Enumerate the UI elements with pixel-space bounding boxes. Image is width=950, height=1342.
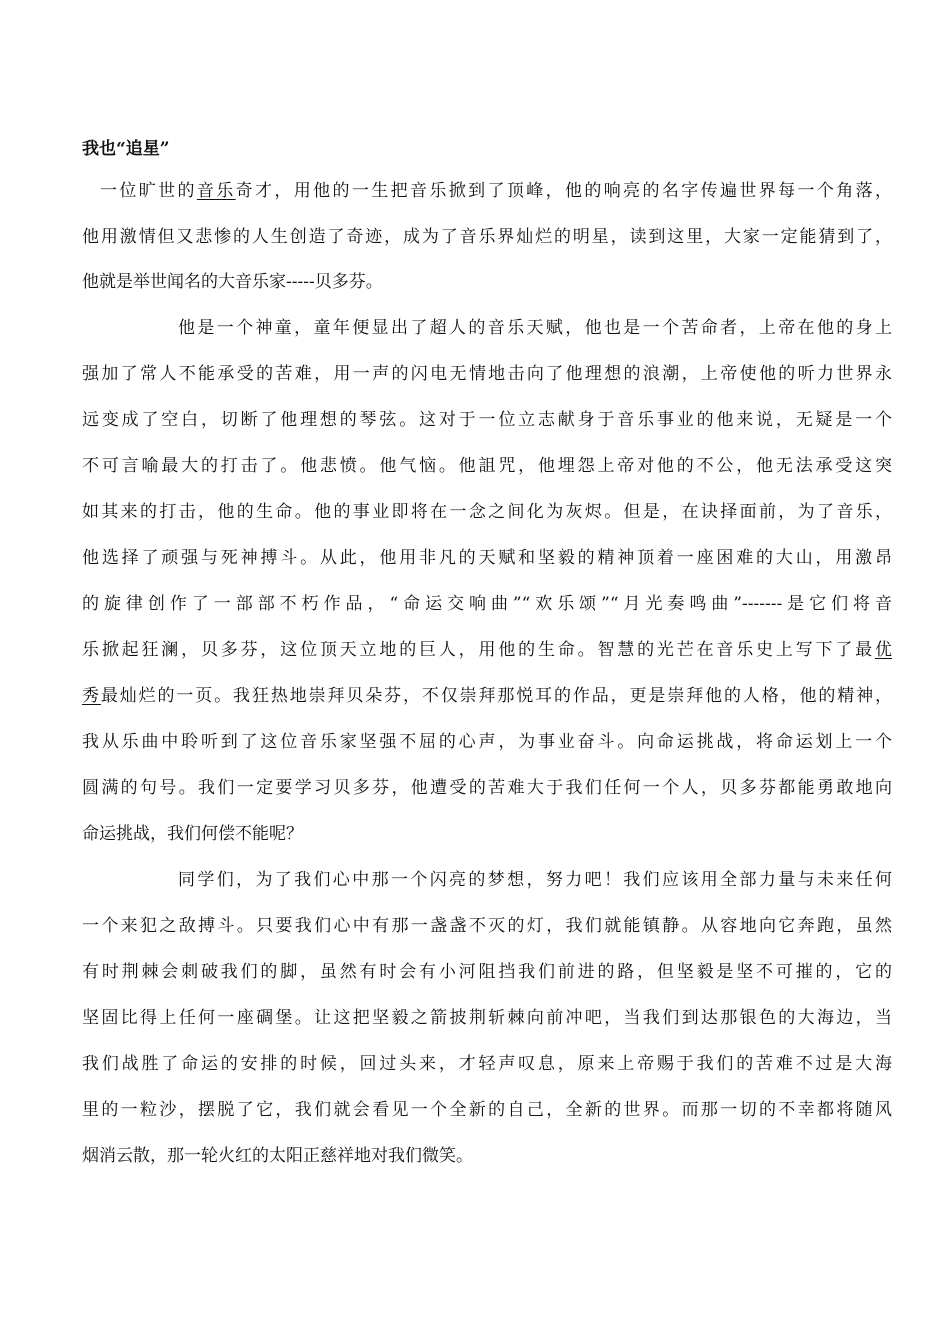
paragraph-3-line-5: 我们战胜了命运的安排的时候，回过头来，才轻声叹息，原来上帝赐于我们的苦难不过是大海 xyxy=(82,1054,892,1074)
paragraph-1-line-2: 他用激情但又悲惨的人生创造了奇迹，成为了音乐界灿烂的明星，读到这里，大家一定能猜到了， xyxy=(82,227,892,247)
document-title: 我也“追星” xyxy=(82,139,170,159)
paragraph-2-line-1: 他是一个神童，童年便显出了超人的音乐天赋，他也是一个苦命者，上帝在他的身上 xyxy=(178,318,892,338)
paragraph-3-line-6: 里的一粒沙，摆脱了它，我们就会看见一个全新的自己，全新的世界。而那一切的不幸都将随风 xyxy=(82,1100,892,1120)
text-run: 一位旷世的 xyxy=(100,181,197,201)
text-run: 乐掀起狂澜，贝多芬，这位顶天立地的巨人，用他的生命。智慧的光芒在音乐史上写下了最 xyxy=(82,640,875,660)
paragraph-3-line-3: 有时荆棘会刺破我们的脚，虽然有时会有小河阻挡我们前进的路，但坚毅是坚不可摧的，它的 xyxy=(82,962,892,982)
paragraph-2-line-7: 的旋律创作了一部部不朽作品，“命运交响曲”“欢乐颂”“月光奏鸣曲”-------是它们将音 xyxy=(82,594,892,614)
paragraph-3-line-7: 烟消云散，那一轮火红的太阳正慈祥地对我们微笑。 xyxy=(82,1146,473,1166)
paragraph-2-line-2: 强加了常人不能承受的苦难，用一声的闪电无情地击向了他理想的浪潮，上帝使他的听力世界永 xyxy=(82,364,892,384)
paragraph-2-line-5: 如其来的打击，他的生命。他的事业即将在一念之间化为灰烬。但是，在诀择面前，为了音乐， xyxy=(82,502,892,522)
paragraph-2-line-9 xyxy=(82,681,892,706)
underlined-word: 优 xyxy=(875,640,892,660)
paragraph-3-line-4: 坚固比得上任何一座碉堡。让这把坚毅之箭披荆斩棘向前冲吧，当我们到达那银色的大海边，当 xyxy=(82,1008,892,1028)
paragraph-3-line-2: 一个来犯之敌搏斗。只要我们心中有那一盏盏不灭的灯，我们就能镇静。从容地向它奔跑，虽然 xyxy=(82,916,892,936)
paragraph-2-line-10: 我从乐曲中聆听到了这位音乐家坚强不屈的心声，为事业奋斗。向命运挑战，将命运划上一个 xyxy=(82,732,892,752)
underlined-word: 音乐 xyxy=(196,181,236,201)
paragraph-2-line-3: 远变成了空白，切断了他理想的琴弦。这对于一位立志献身于音乐事业的他来说，无疑是一个 xyxy=(82,410,892,430)
paragraph-2-line-12: 命运挑战，我们何偿不能呢？ xyxy=(82,824,303,844)
text-run: 奇才，用他的一生把音乐掀到了顶峰，他的响亮的名字传遍世界每一个角落， xyxy=(235,181,892,201)
paragraph-2-line-6: 他选择了顽强与死神搏斗。从此，他用非凡的天赋和坚毅的精神顶着一座困难的大山，用激昂 xyxy=(82,548,892,568)
underlined-word: 秀 xyxy=(82,686,101,706)
text-run: 最灿烂的一页。我狂热地崇拜贝朵芬，不仅崇拜那悦耳的作品，更是崇拜他的人格，他的精神， xyxy=(100,686,893,706)
paragraph-3-line-1: 同学们，为了我们心中那一个闪亮的梦想，努力吧！我们应该用全部力量与未来任何 xyxy=(178,870,892,890)
paragraph-1-line-1 xyxy=(100,176,892,201)
paragraph-2-line-8 xyxy=(82,635,892,660)
paragraph-2-line-4: 不可言喻最大的打击了。他悲愤。他气恼。他詛咒，他埋怨上帝对他的不公，他无法承受这突 xyxy=(82,456,892,476)
paragraph-2-line-11: 圆满的句号。我们一定要学习贝多芬，他遭受的苦难大于我们任何一个人，贝多芬都能勇敢地向 xyxy=(82,778,892,798)
paragraph-1-line-3: 他就是举世闻名的大音乐家-----贝多芬。 xyxy=(82,272,383,292)
